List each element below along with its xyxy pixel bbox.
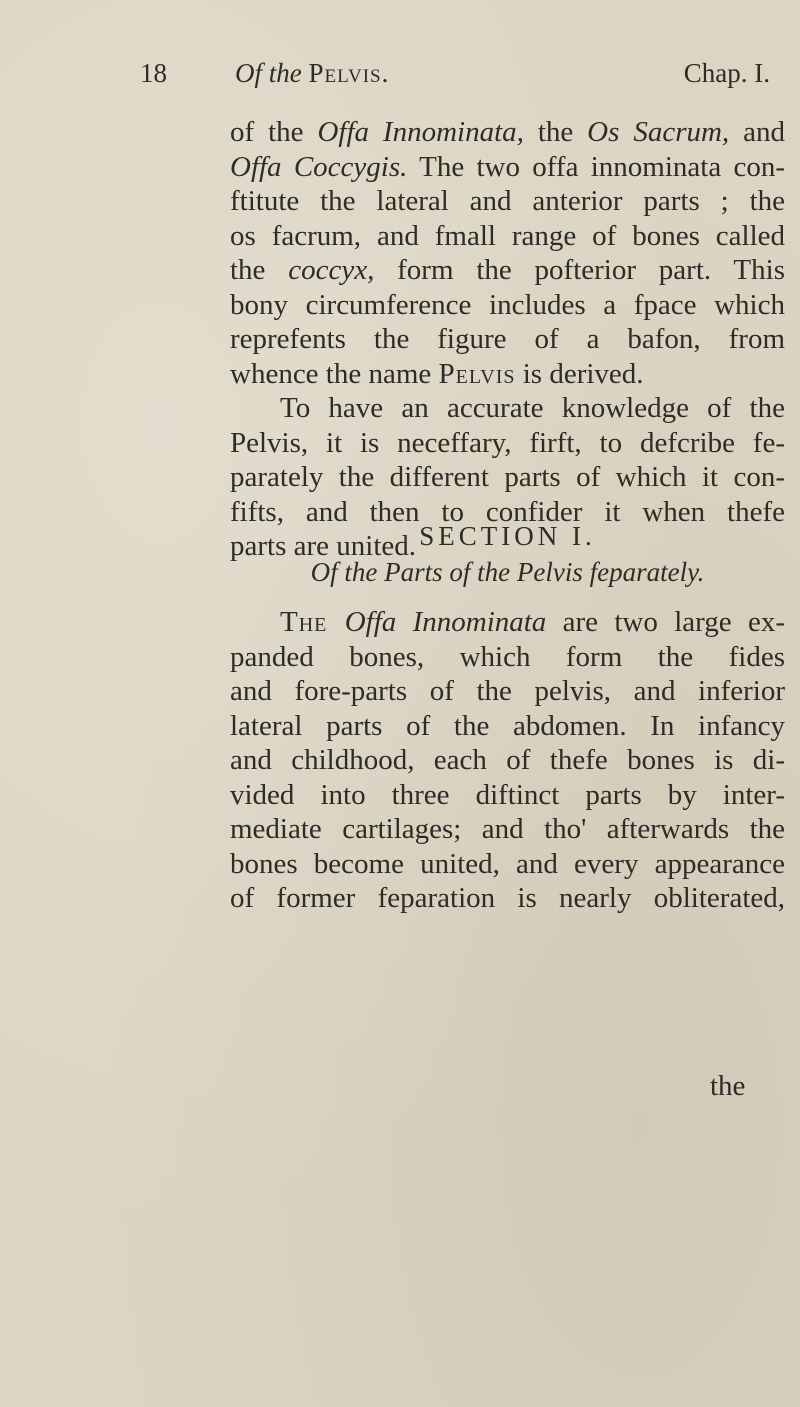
text-line: Pelvis, it is neceffary, firft, to defcribe fe- [230,426,785,459]
italic-term: coccyx, [288,254,375,286]
text-run: and [729,116,785,148]
text-run: The two offa innominata con- [407,150,785,183]
text-line: mediate cartilages; and tho' afterwards the [230,813,785,845]
text-line: panded bones, which form the fides [230,640,785,673]
text-line: os facrum, and fmall range of bones called [230,219,785,252]
text-line [230,253,785,288]
text-run: are two large ex- [546,606,785,638]
italic-term: Offa Innominata [344,606,547,638]
page-number: 18 [140,58,167,88]
body-text-bottom [230,605,785,916]
smallcaps-opening: The [280,606,345,638]
text-line: parately the different parts of which it con- [230,461,785,493]
running-title-prefix: Of the [235,58,302,88]
italic-term: Os Sacrum, [587,116,730,148]
text-line: To have an accurate knowledge of the [280,392,785,424]
section-title: SECTION I. [419,521,596,551]
catchword: the [710,1070,746,1102]
text-run: form the pofterior part. This [374,254,785,286]
text-line: and fore-parts of the pelvis, and inferior [230,675,785,707]
italic-term: Offa Innominata, [317,116,524,148]
smallcaps-term: Pelvis [438,357,516,390]
text-line: ftitute the lateral and anterior parts ; the [230,185,785,217]
text-run: whence the name [230,357,439,390]
section-heading [230,518,785,590]
text-run: the [523,116,588,148]
text-line: lateral parts of the abdomen. In infancy [230,709,785,742]
text-line: vided into three diftinct parts by inter- [230,778,785,811]
text-line: reprefents the figure of a bafon, from [230,323,785,355]
text-line [230,605,785,640]
text-run: is derived. [515,357,644,390]
text-line [230,150,785,185]
text-line: and childhood, each of thefe bones is di- [230,744,785,776]
text-line: of former feparation is nearly obliterated, [230,882,785,914]
text-line: bony circumference includes a fpace which [230,288,785,321]
text-run: of the [230,116,318,148]
text-line [230,115,785,150]
body-text-top [230,115,785,564]
running-header [140,58,770,98]
text-line [230,357,785,392]
text-line: bones become united, and every appearance [230,847,785,880]
section-subtitle: Of the Parts of the Pelvis feparately. [310,557,705,587]
text-run: the [230,254,289,286]
running-title [235,58,389,89]
italic-term: Offa Coccygis. [230,150,408,183]
paragraph-1 [230,115,785,391]
text-line: parts are united. [230,530,417,562]
running-title-main: Pelvis. [308,58,390,88]
text-line: fifts, and then to confider it when thefe [230,495,785,528]
chapter-label: Chap. I. [683,58,770,88]
paragraph-3 [230,605,785,916]
